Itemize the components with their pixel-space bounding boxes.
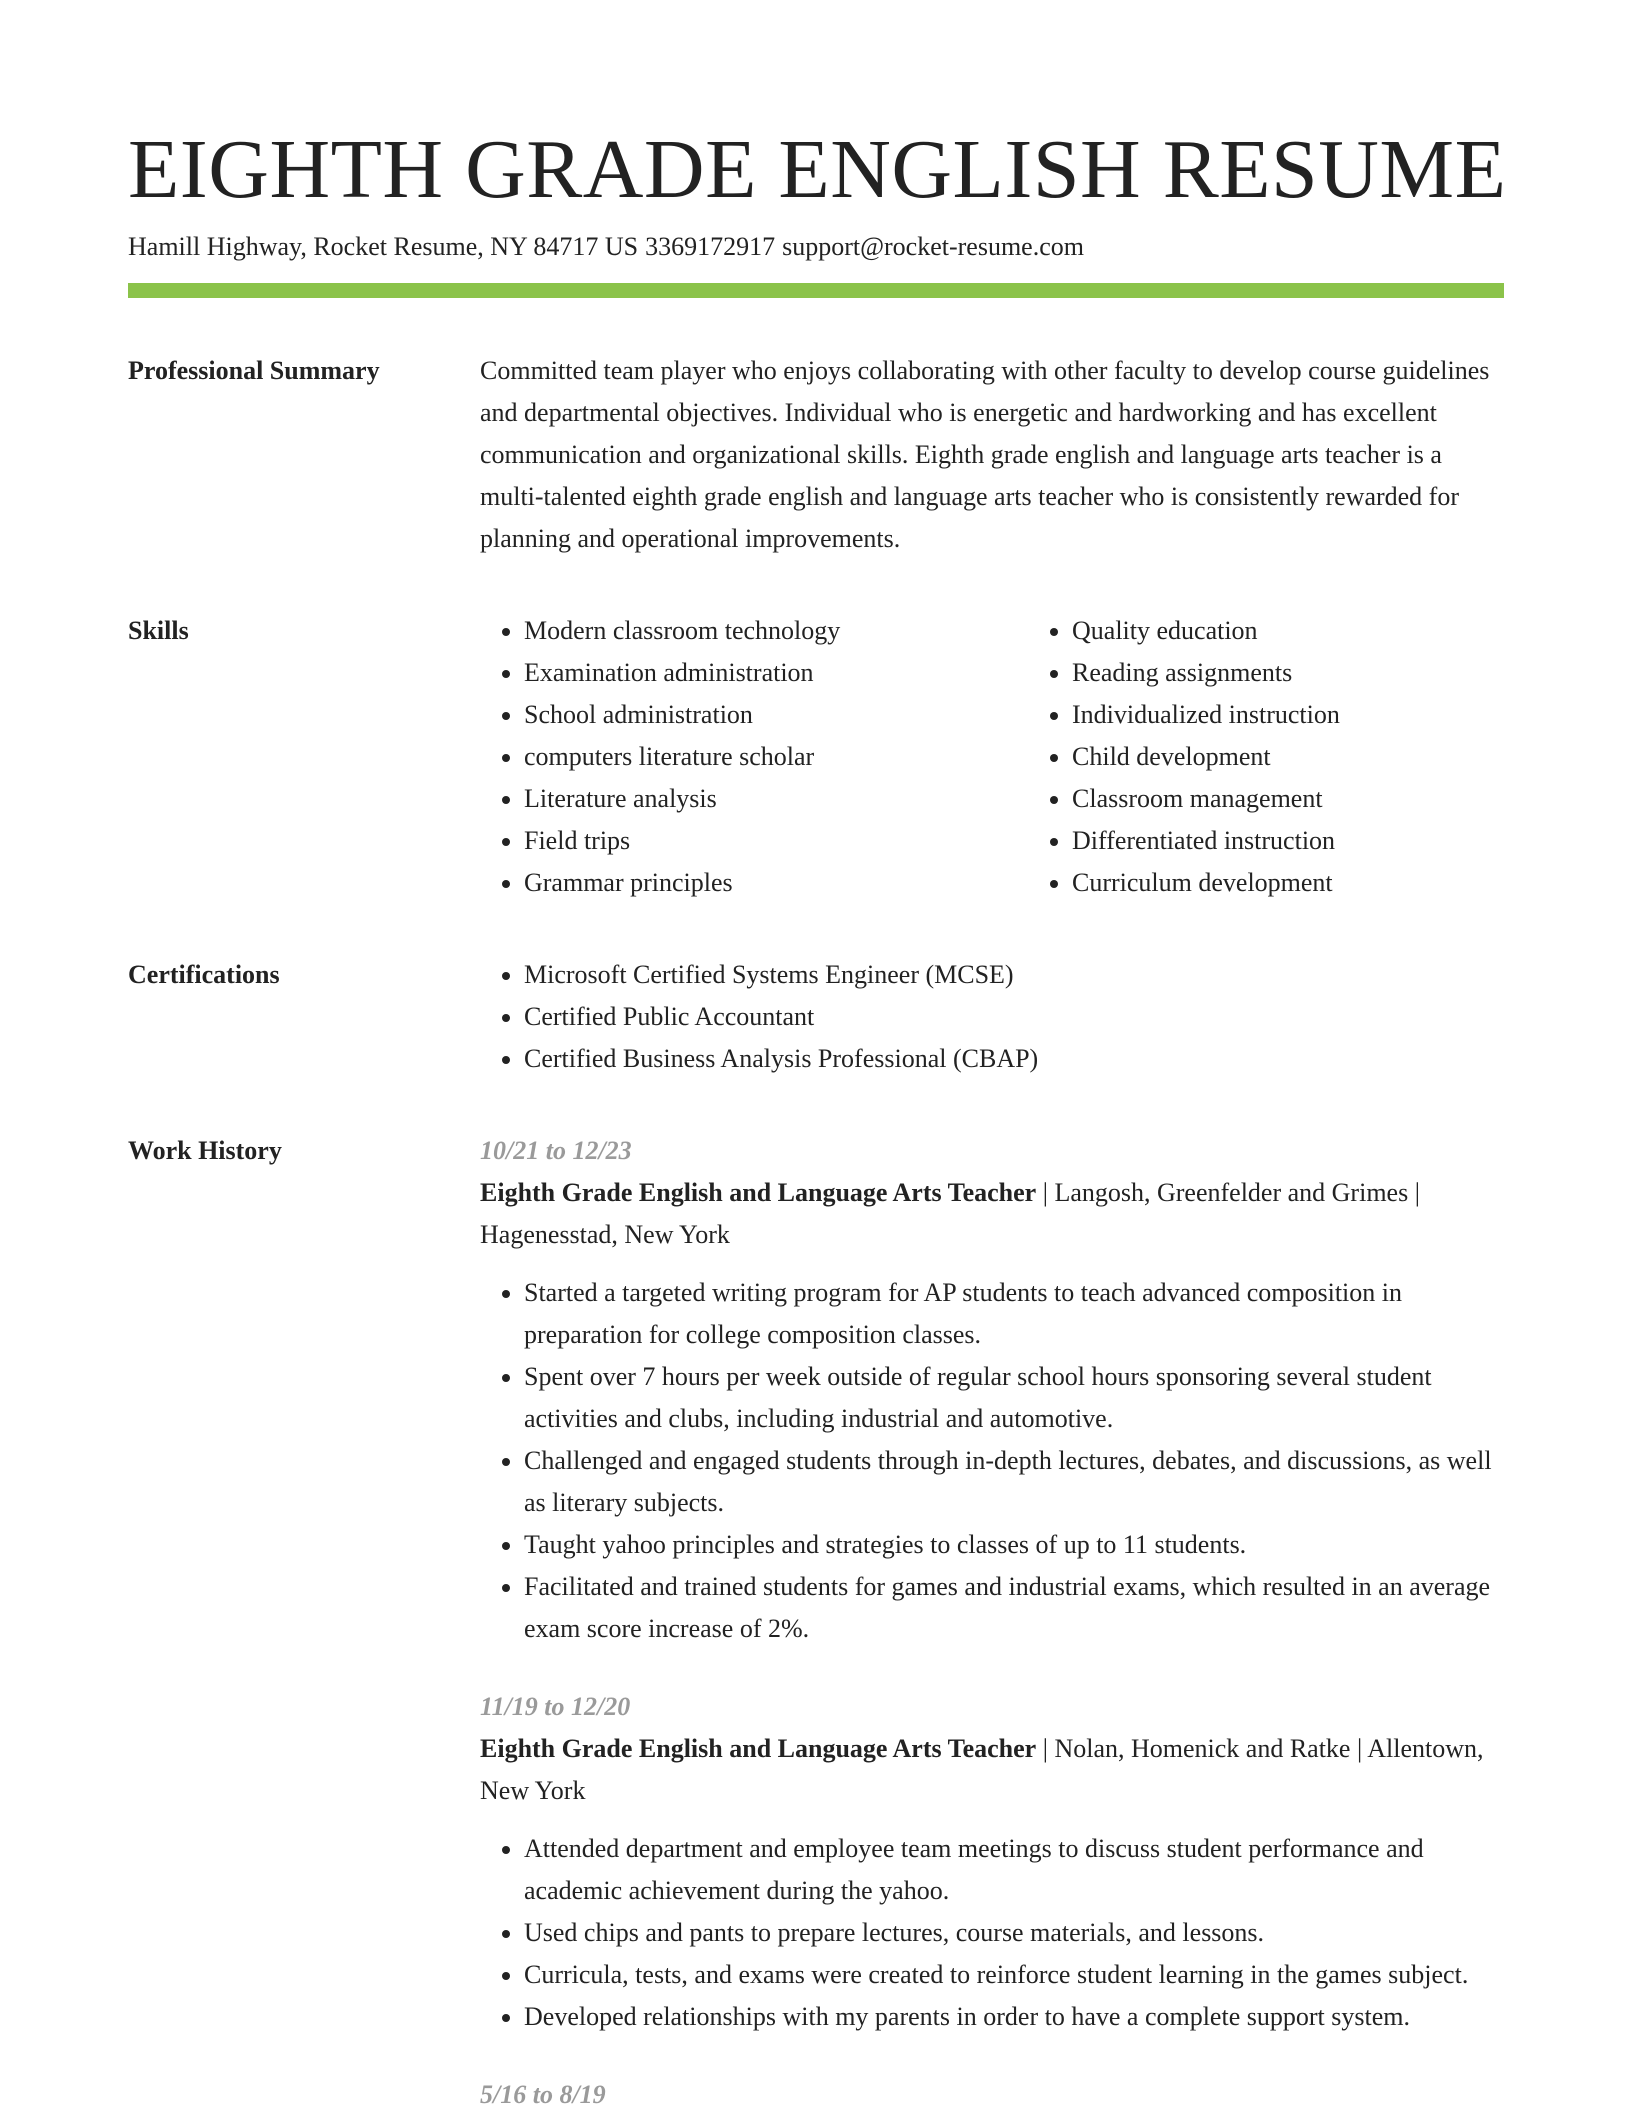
job-dates: 5/16 to 8/19 — [480, 2080, 606, 2109]
resume-page — [128, 118, 1507, 2116]
skill-item: • Curriculum development — [1072, 862, 1576, 904]
summary-section — [128, 350, 1504, 560]
work-history-section — [128, 1130, 1504, 2116]
skill-item: • Grammar principles — [524, 862, 1028, 904]
job-bullets — [480, 1828, 1504, 2038]
certifications-section — [128, 954, 1504, 1080]
skill-item: • Child development — [1072, 736, 1576, 778]
job-bullet: • Attended department and employee team meetings to discuss student performance and academic achievement during the yahoo. — [524, 1828, 1504, 1912]
job-heading — [480, 1728, 1504, 1812]
skill-item: • computers literature scholar — [524, 736, 1028, 778]
skill-item: • Modern classroom technology — [524, 610, 1028, 652]
job-bullet: • Curricula, tests, and exams were created to reinforce student learning in the games subject. — [524, 1954, 1504, 1996]
job-bullet: • Spent over 7 hours per week outside of regular school hours sponsoring several student activities and clubs, including industrial and automotive. — [524, 1356, 1504, 1440]
skill-item: • Quality education — [1072, 610, 1576, 652]
job-bullet: • Used chips and pants to prepare lectures, course materials, and lessons. — [524, 1912, 1504, 1954]
contact-phone: 3369172917 — [645, 232, 776, 261]
job-entry — [480, 1686, 1504, 2038]
skill-item: • Differentiated instruction — [1072, 820, 1576, 862]
job-bullet: • Facilitated and trained students for games and industrial exams, which resulted in an average exam score increase of 2%. — [524, 1566, 1504, 1650]
skill-item: • School administration — [524, 694, 1028, 736]
job-bullet: • Challenged and engaged students through in-depth lectures, debates, and discussions, as well as literary subjects. — [524, 1440, 1504, 1524]
contact-email: support@rocket-resume.com — [782, 232, 1084, 261]
summary-heading: Professional Summary — [128, 356, 380, 385]
header-divider — [128, 283, 1504, 298]
job-details: | Nolan, Homenick and Ratke | Allentown, New York — [480, 1734, 1484, 1805]
summary-text: Committed team player who enjoys collaborating with other faculty to develop course guidelines and departmental objectives. Individual who is energetic and hardworking and has excellent communication and organizational skills. Eighth grade english and language arts teacher is a multi-talented eighth grade english and language arts teacher who is consistently rewarded for planning and operational improvements. — [480, 356, 1490, 553]
skills-list-left — [480, 610, 1028, 904]
job-dates: 11/19 to 12/20 — [480, 1692, 631, 1721]
certifications-list — [480, 954, 1504, 1080]
contact-line — [128, 230, 1504, 264]
certifications-heading: Certifications — [128, 960, 280, 989]
job-title: Eighth Grade English and Language Arts Teacher — [480, 1178, 1037, 1207]
certification-item: • Certified Public Accountant — [524, 996, 1504, 1038]
job-details: | Langosh, Greenfelder and Grimes | Hagenesstad, New York — [480, 1178, 1420, 1249]
contact-address: Hamill Highway, Rocket Resume, NY 84717 US — [128, 232, 639, 261]
job-title: Eighth Grade English and Language Arts Teacher — [480, 1734, 1037, 1763]
work-history-heading: Work History — [128, 1136, 282, 1165]
job-bullet: • Developed relationships with my parents in order to have a complete support system. — [524, 1996, 1504, 2038]
job-dates: 10/21 to 12/23 — [480, 1136, 632, 1165]
skill-item: • Field trips — [524, 820, 1028, 862]
skill-item: • Literature analysis — [524, 778, 1028, 820]
skills-list-right — [1028, 610, 1576, 904]
job-bullet: • Started a targeted writing program for AP students to teach advanced composition in preparation for college composition classes. — [524, 1272, 1504, 1356]
certification-item: • Microsoft Certified Systems Engineer (MCSE) — [524, 954, 1504, 996]
skills-heading: Skills — [128, 616, 189, 645]
skill-item: • Reading assignments — [1072, 652, 1576, 694]
resume-title: EIGHTH GRADE ENGLISH RESUME — [128, 123, 1507, 216]
job-bullets — [480, 1272, 1504, 1650]
job-entry — [480, 2074, 1504, 2116]
skill-item: • Individualized instruction — [1072, 694, 1576, 736]
job-heading — [480, 1172, 1504, 1256]
skills-section — [128, 610, 1504, 904]
certification-item: • Certified Business Analysis Professional (CBAP) — [524, 1038, 1504, 1080]
job-entry — [480, 1130, 1504, 1650]
job-bullet: • Taught yahoo principles and strategies to classes of up to 11 students. — [524, 1524, 1504, 1566]
skill-item: • Classroom management — [1072, 778, 1576, 820]
skill-item: • Examination administration — [524, 652, 1028, 694]
